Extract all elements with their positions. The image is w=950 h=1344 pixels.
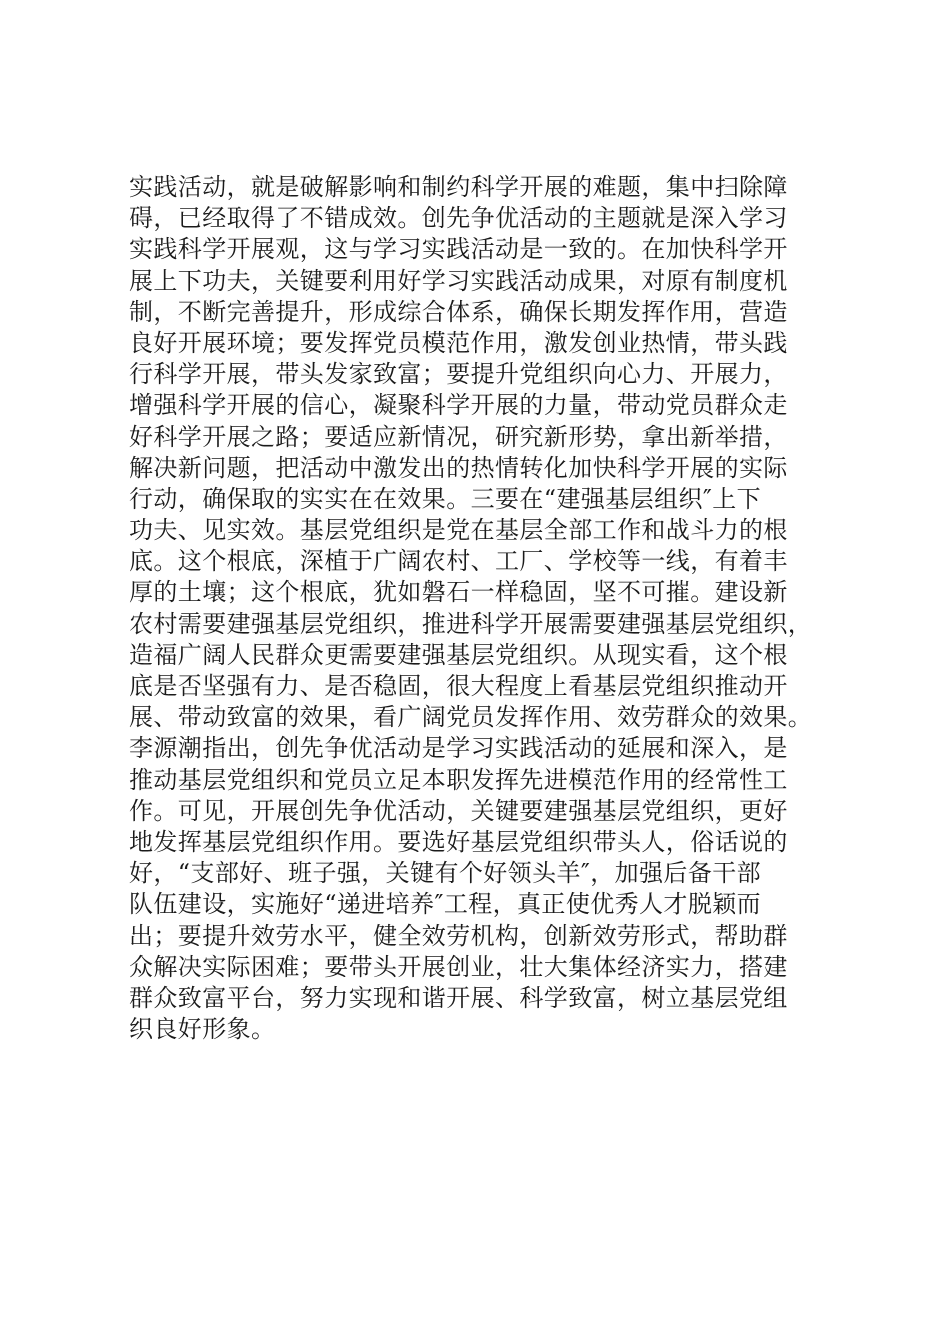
text-line: 厚的土壤；这个根底，犹如磐石一样稳固，坚不可摧。建设新 bbox=[129, 578, 788, 607]
text-line: 展、带动致富的效果，看广阔党员发挥作用、效劳群众的效果。 bbox=[129, 703, 813, 732]
text-line: 展上下功夫，关键要利用好学习实践活动成果，对原有制度机 bbox=[129, 266, 788, 295]
text-line: 队伍建设，实施好“递进培养″工程，真正使优秀人才脱颖而 bbox=[129, 890, 762, 919]
text-line: 好科学开展之路；要适应新情况，研究新形势，拿出新举措， bbox=[129, 422, 788, 451]
text-line: 织良好形象。 bbox=[129, 1015, 276, 1044]
text-line: 群众致富平台，努力实现和谐开展、科学致富，树立基层党组 bbox=[129, 983, 788, 1012]
text-line: 出；要提升效劳水平，健全效劳机构，创新效劳形式，帮助群 bbox=[129, 921, 788, 950]
text-line: 行动，确保取的实实在在效果。三要在“建强基层组织″上下 bbox=[129, 484, 762, 513]
text-line: 碍，已经取得了不错成效。创先争优活动的主题就是深入学习 bbox=[129, 204, 788, 233]
text-line: 作。可见，开展创先争优活动，关键要建强基层党组织，更好 bbox=[129, 796, 788, 825]
text-line: 造福广阔人民群众更需要建强基层党组织。从现实看，这个根 bbox=[129, 640, 788, 669]
text-line: 行科学开展，带头发家致富；要提升党组织向心力、开展力， bbox=[129, 360, 788, 389]
text-line: 众解决实际困难；要带头开展创业，壮大集体经济实力，搭建 bbox=[129, 952, 788, 981]
text-line: 推动基层党组织和党员立足本职发挥先进模范作用的经常性工 bbox=[129, 765, 788, 794]
text-line: 好，“支部好、班子强，关键有个好领头羊″，加强后备干部 bbox=[129, 859, 762, 888]
text-line: 解决新问题，把活动中激发出的热情转化加快科学开展的实际 bbox=[129, 453, 788, 482]
text-line: 底是否坚强有力、是否稳固，很大程度上看基层党组织推动开 bbox=[129, 672, 788, 700]
text-line: 底。这个根底，深植于广阔农村、工厂、学校等一线，有着丰 bbox=[129, 547, 788, 576]
text-line: 实践活动，就是破解影响和制约科学开展的难题，集中扫除障 bbox=[129, 173, 788, 201]
text-line: 制，不断完善提升，形成综合体系，确保长期发挥作用，营造 bbox=[129, 297, 788, 326]
text-line: 功夫、见实效。基层党组织是党在基层全部工作和战斗力的根 bbox=[129, 516, 788, 545]
text-line: 地发挥基层党组织作用。要选好基层党组织带头人，俗话说的 bbox=[129, 827, 788, 856]
text-line: 李源潮指出，创先争优活动是学习实践活动的延展和深入，是 bbox=[129, 734, 788, 763]
text-line: 增强科学开展的信心，凝聚科学开展的力量，带动党员群众走 bbox=[129, 391, 788, 420]
text-line: 良好开展环境；要发挥党员模范作用，激发创业热情，带头践 bbox=[129, 328, 788, 357]
text-line: 实践科学开展观，这与学习实践活动是一致的。在加快科学开 bbox=[129, 235, 788, 264]
body-text bbox=[129, 172, 829, 1045]
text-line: 农村需要建强基层党组织，推进科学开展需要建强基层党组织， bbox=[129, 609, 813, 638]
